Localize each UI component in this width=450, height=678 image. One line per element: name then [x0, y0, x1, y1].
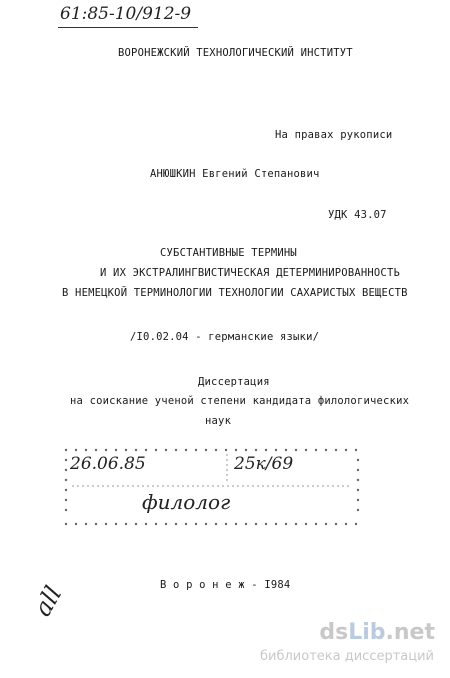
dissertation-label: Диссертация — [198, 376, 270, 388]
library-stamp — [62, 446, 362, 528]
degree-line: на соискание ученой степени кандидата филологических — [70, 395, 410, 407]
watermark-logo-net: .net — [385, 620, 435, 645]
stamp-number: 25к/69 — [234, 454, 294, 474]
institute-name: ВОРОНЕЖСКИЙ ТЕХНОЛОГИЧЕСКИЙ ИНСТИТУТ — [118, 47, 353, 59]
archive-mark: 61:85-10/912-9 — [60, 4, 192, 24]
watermark-logo-lib: Lib — [348, 620, 386, 645]
stamp-note: филолог — [142, 490, 231, 514]
watermark-logo — [319, 622, 435, 644]
thesis-title-line-2: И ИХ ЭКСТРАЛИНГВИСТИЧЕСКАЯ ДЕТЕРМИНИРОВАННОСТЬ — [100, 267, 400, 279]
stamp-date: 26.06.85 — [70, 454, 146, 474]
watermark-subtitle: библиотека диссертаций — [260, 649, 434, 664]
udk-code: УДК 43.07 — [328, 209, 387, 221]
handwritten-signature: all — [28, 581, 68, 621]
manuscript-rights: На правах рукописи — [275, 129, 393, 141]
thesis-title-line-1: СУБСТАНТИВНЫЕ ТЕРМИНЫ — [160, 247, 297, 259]
degree-line-end: наук — [205, 415, 232, 427]
thesis-title-line-3: В НЕМЕЦКОЙ ТЕРМИНОЛОГИИ ТЕХНОЛОГИИ САХАРИСТЫХ ВЕЩЕСТВ — [62, 287, 408, 299]
watermark-logo-ds: ds — [319, 620, 349, 645]
specialty-code: /I0.02.04 - германские языки/ — [130, 331, 320, 343]
city-year: В о р о н е ж - I984 — [160, 579, 291, 591]
author-name: АНЮШКИН Евгений Степанович — [150, 168, 320, 180]
archive-mark-underline — [58, 27, 198, 28]
